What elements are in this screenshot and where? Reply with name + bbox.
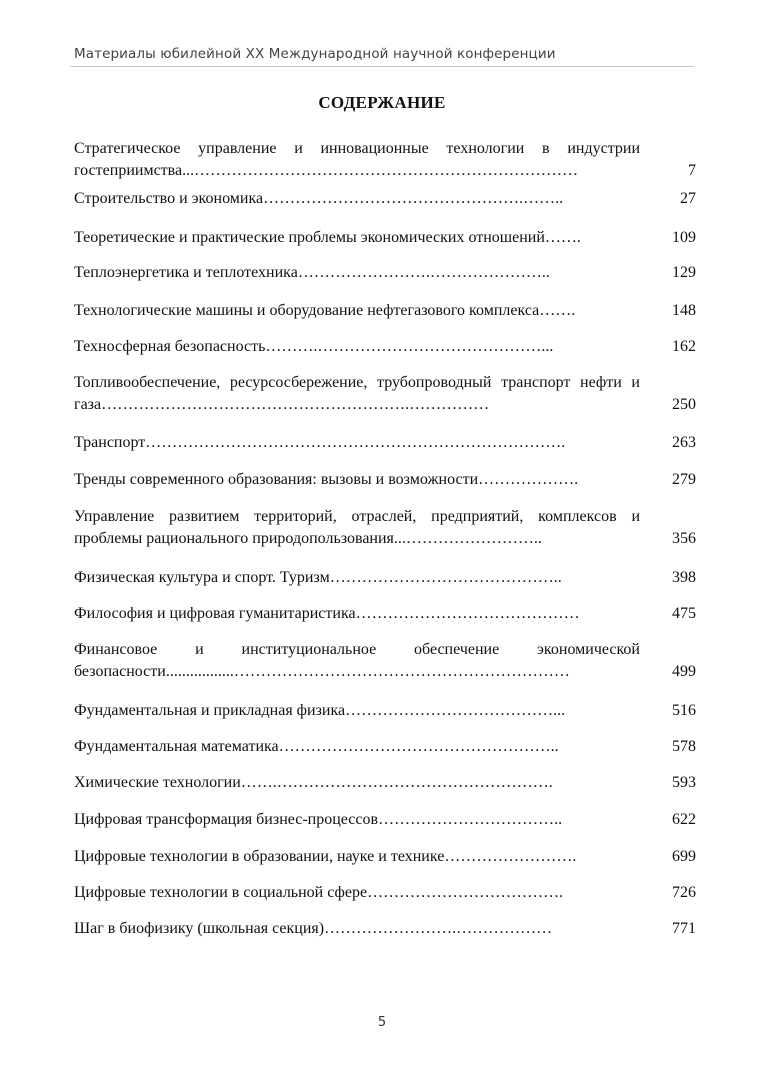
toc-entry[interactable]: [74, 700, 696, 722]
toc-entry-title: Физическая культура и спорт. Туризм……………………………………..: [74, 569, 562, 586]
toc-entry[interactable]: [74, 227, 696, 249]
toc-entry-title: Теоретические и практические проблемы экономических отношений…….: [74, 229, 581, 246]
toc-entry-page: 129: [672, 264, 696, 281]
toc-entry[interactable]: [74, 262, 696, 284]
toc-entry-title: Технологические машины и оборудование нефтегазового комплекса…….: [74, 302, 576, 319]
toc-entry-title: Управление развитием территорий, отраслей, предприятий, комплексов и проблемы рационального природопользования...……………………..: [74, 508, 640, 547]
toc-entry-title: Химические технологии…….…………………………………………….: [74, 774, 553, 791]
toc-entry[interactable]: [74, 432, 696, 454]
header-divider: [70, 66, 694, 67]
toc-entry-page: 726: [672, 884, 696, 901]
toc-entry-page: 162: [672, 338, 696, 355]
toc-entry-title: Фундаментальная и прикладная физика…………………………………...: [74, 702, 566, 719]
toc-entry[interactable]: [74, 882, 696, 904]
toc-entry-page: 250: [672, 396, 696, 413]
toc-entry-page: 578: [672, 738, 696, 755]
toc-entry-title: Топливообеспечение, ресурсосбережение, трубопроводный транспорт нефти и газа………………………………………………….……………: [74, 374, 640, 413]
toc-entry[interactable]: [74, 188, 696, 210]
toc-entry[interactable]: [74, 336, 696, 358]
toc-title: СОДЕРЖАНИЕ: [318, 93, 446, 112]
toc-entry[interactable]: [74, 603, 696, 625]
toc-entry-page: 622: [672, 811, 696, 828]
toc-entry-title: Цифровые технологии в социальной сфере……………………………….: [74, 884, 564, 901]
toc-entry[interactable]: [74, 772, 696, 794]
toc-entry[interactable]: [74, 639, 696, 683]
toc-entry-title: Философия и цифровая гуманитаристика……………………………………: [74, 605, 580, 622]
toc-entry-page: 263: [672, 434, 696, 451]
toc-entry-title: Финансовое и институциональное обеспечение экономической безопасности.................………………………………………………………: [74, 641, 640, 680]
toc-entry-title: Фундаментальная математика……………………………………………..: [74, 738, 559, 755]
toc-entry-title: Теплоэнергетика и теплотехника…………………….…………………..: [74, 264, 550, 281]
toc-entry-title: Тренды современного образования: вызовы и возможности……………….: [74, 471, 579, 488]
toc-entry[interactable]: [74, 506, 696, 550]
toc-entry[interactable]: [74, 846, 696, 868]
toc-entry-page: 27: [680, 190, 696, 207]
toc-entry-page: 279: [672, 471, 696, 488]
toc-entry-title: Техносферная безопасность……….……………………………………...: [74, 338, 554, 355]
toc-entry-page: 109: [672, 229, 696, 246]
toc-entry-page: 148: [672, 302, 696, 319]
toc-entry-page: 516: [672, 702, 696, 719]
toc-entry[interactable]: [74, 567, 696, 589]
toc-entry-page: 7: [688, 162, 696, 179]
toc-entry[interactable]: [74, 469, 696, 491]
toc-entry-title: Стратегическое управление и инновационные технологии в индустрии гостеприимства...………………………………………………………………: [74, 140, 640, 179]
toc-entry[interactable]: [74, 372, 696, 416]
toc-entry-title: Цифровые технологии в образовании, науке и технике…………………….: [74, 848, 577, 865]
toc-entry-page: 593: [672, 774, 696, 791]
toc-entry-title: Шаг в биофизику (школьная секция)…………………….………………: [74, 920, 553, 937]
toc-entry-title: Строительство и экономика………………………………………….……..: [74, 190, 564, 207]
toc-entry-title: Цифровая трансформация бизнес-процессов……………………………..: [74, 811, 563, 828]
toc-entry[interactable]: [74, 809, 696, 831]
toc-entry-title: Транспорт…………………………………………………………………….: [74, 434, 566, 451]
toc-entry-page: 771: [672, 920, 696, 937]
toc-entry-page: 499: [672, 663, 696, 680]
running-header: Материалы юбилейной XX Международной научной конференции: [74, 46, 556, 62]
toc-entry[interactable]: [74, 918, 696, 940]
toc-entry-page: 475: [672, 605, 696, 622]
toc-entry-page: 398: [672, 569, 696, 586]
toc-entry-page: 356: [672, 530, 696, 547]
toc-entry[interactable]: [74, 138, 696, 182]
toc-entry[interactable]: [74, 300, 696, 322]
page-number: 5: [377, 1015, 387, 1030]
toc-entry[interactable]: [74, 736, 696, 758]
toc-entry-page: 699: [672, 848, 696, 865]
